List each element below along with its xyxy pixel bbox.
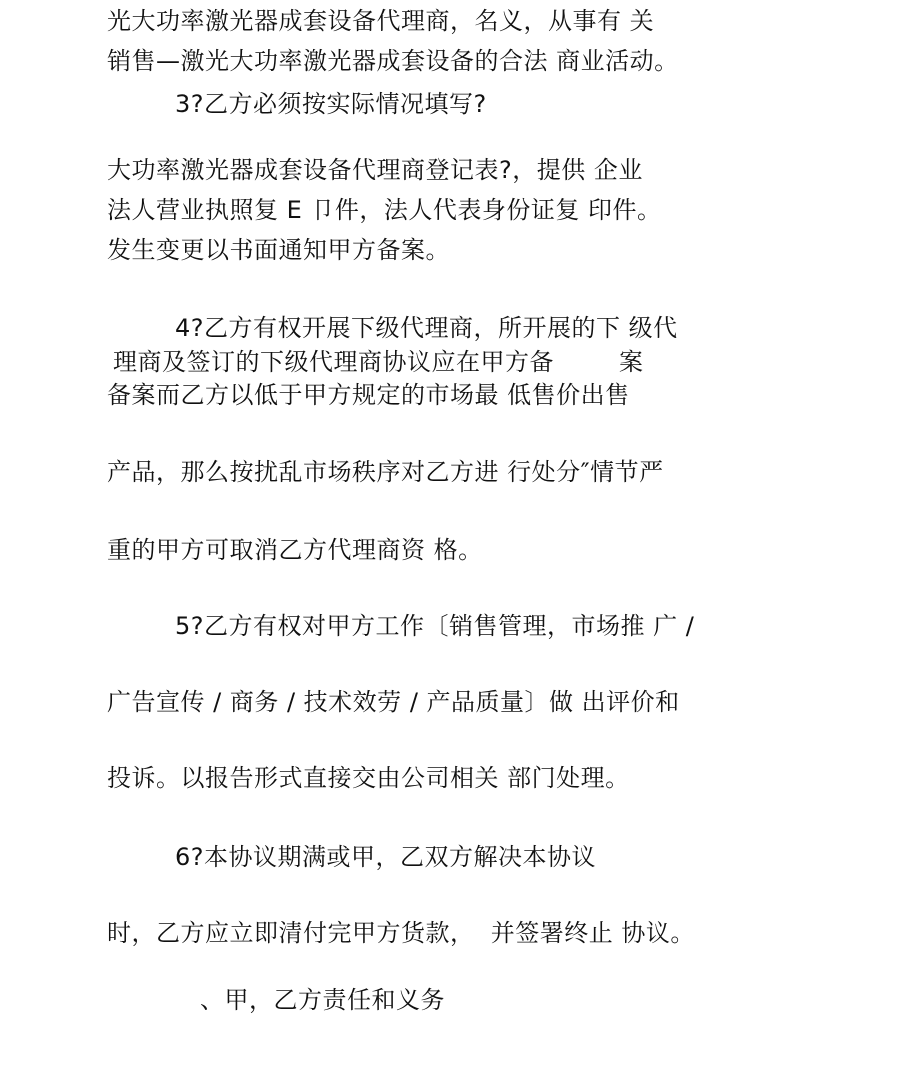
text-line-7: 4?乙方有权开展下级代理商，所开展的下 级代 [175, 314, 678, 342]
text-line-10: 产品，那么按扰乱市场秩序对乙方进 行处分″情节严 [107, 458, 664, 486]
text-line-3: 3?乙方必须按实际情况填写? [175, 90, 487, 118]
text-line-6: 发生变更以书面通知甲方备案。 [107, 236, 450, 264]
text-line-5: 法人营业执照复 E 卩件，法人代表身份证复 印件。 [107, 196, 662, 224]
text-line-16: 时，乙方应立即清付完甲方货款， 并签署终止 协议。 [107, 919, 695, 947]
text-line-17: 、甲，乙方责任和义务 [200, 986, 445, 1014]
text-line-4: 大功率激光器成套设备代理商登记表?，提供 企业 [107, 156, 643, 184]
text-line-13: 广告宣传 / 商务 / 技术效劳 / 产品质量〕做 出评价和 [107, 688, 680, 716]
text-line-1: 光大功率激光器成套设备代理商，名义，从事有 关 [107, 7, 655, 35]
text-line-9: 备案而乙方以低于甲方规定的市场最 低售价出售 [107, 381, 630, 409]
text-line-12: 5?乙方有权对甲方工作〔销售管理，市场推 广 / [175, 612, 695, 640]
text-line-14: 投诉。以报告形式直接交由公司相关 部门处理。 [107, 764, 630, 792]
text-line-8: 理商及签订的下级代理商协议应在甲方备 案 [113, 348, 644, 376]
text-line-11: 重的甲方可取消乙方代理商资 格。 [107, 536, 483, 564]
text-line-15: 6?本协议期满或甲，乙双方解决本协议 [175, 843, 597, 871]
text-line-2: 销售—激光大功率激光器成套设备的合法 商业活动。 [107, 47, 679, 75]
